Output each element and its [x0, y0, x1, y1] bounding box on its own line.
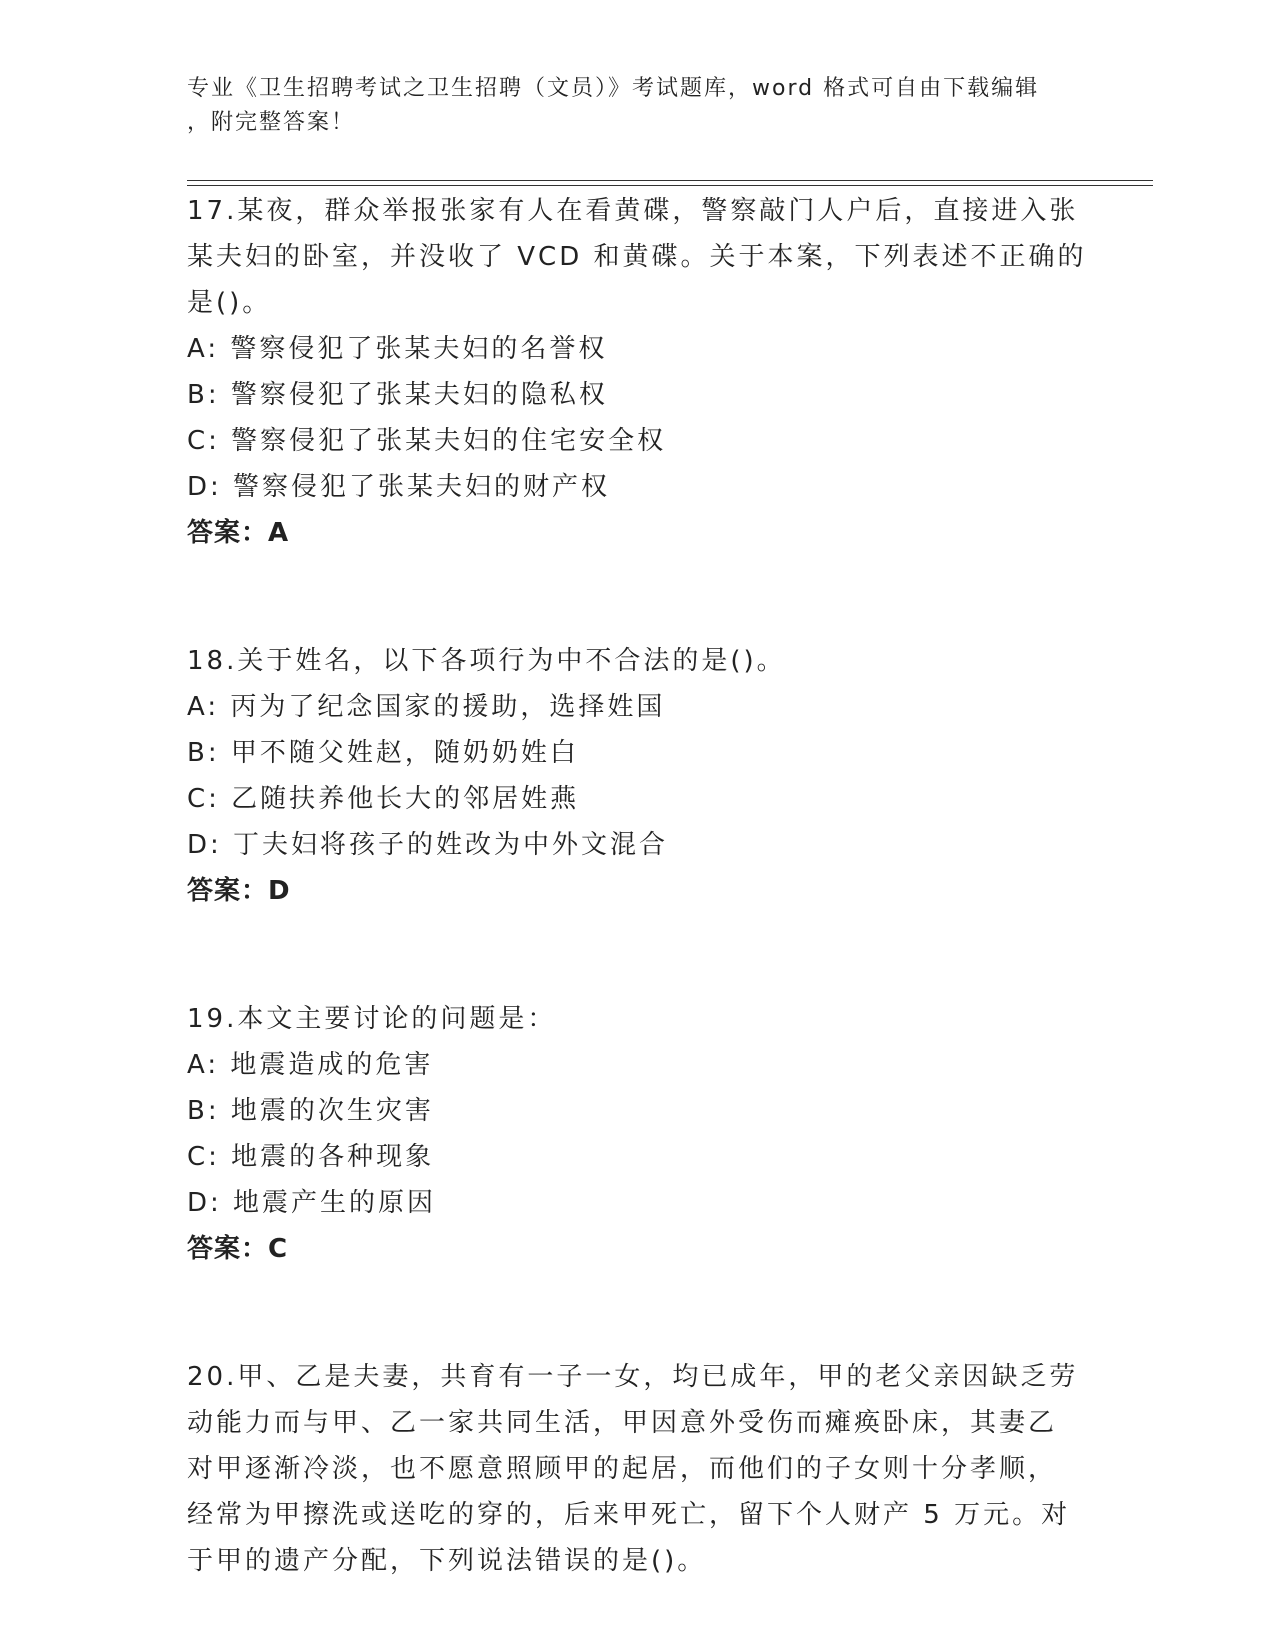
option-d: D: 丁夫妇将孩子的姓改为中外文混合 — [187, 830, 669, 860]
option-c: C: 地震的各种现象 — [187, 1142, 435, 1172]
question-20 — [187, 1354, 1087, 1584]
answer-label: 答案：A — [187, 518, 290, 548]
question-text-line: 经常为甲擦洗或送吃的穿的，后来甲死亡，留下个人财产 5 万元。对 — [187, 1500, 1071, 1530]
header-divider-top — [187, 180, 1153, 181]
option-c: C: 乙随扶养他长大的邻居姓燕 — [187, 784, 580, 814]
spacer — [187, 914, 1087, 996]
question-text-line: 动能力而与甲、乙一家共同生活，甲因意外受伤而瘫痪卧床，其妻乙 — [187, 1408, 1058, 1438]
question-text-line: 对甲逐渐冷淡，也不愿意照顾甲的起居，而他们的子女则十分孝顺， — [187, 1454, 1058, 1484]
document-header — [187, 72, 1067, 140]
option-d: D: 警察侵犯了张某夫妇的财产权 — [187, 472, 611, 502]
question-text-line: 于甲的遗产分配，下列说法错误的是()。 — [187, 1546, 707, 1576]
option-a: A: 地震造成的危害 — [187, 1050, 434, 1080]
option-a: A: 丙为了纪念国家的援助，选择姓国 — [187, 692, 666, 722]
option-b: B: 警察侵犯了张某夫妇的隐私权 — [187, 380, 608, 410]
question-19 — [187, 996, 1087, 1272]
header-line-1: 专业《卫生招聘考试之卫生招聘（文员）》考试题库，word 格式可自由下载编辑 — [187, 76, 1040, 101]
option-b: B: 甲不随父姓赵，随奶奶姓白 — [187, 738, 579, 768]
question-text-line: 17.某夜，群众举报张家有人在看黄碟，警察敲门人户后，直接进入张 — [187, 196, 1079, 226]
option-a: A: 警察侵犯了张某夫妇的名誉权 — [187, 334, 608, 364]
header-divider-bottom — [187, 185, 1153, 186]
answer-label: 答案：D — [187, 876, 291, 906]
question-text-line: 18.关于姓名，以下各项行为中不合法的是()。 — [187, 646, 786, 676]
option-c: C: 警察侵犯了张某夫妇的住宅安全权 — [187, 426, 667, 456]
question-18 — [187, 638, 1087, 914]
question-text-line: 是()。 — [187, 288, 272, 318]
question-text-line: 20.甲、乙是夫妻，共育有一子一女，均已成年，甲的老父亲因缺乏劳 — [187, 1362, 1079, 1392]
option-b: B: 地震的次生灾害 — [187, 1096, 434, 1126]
question-list — [187, 188, 1087, 1584]
answer-label: 答案：C — [187, 1234, 289, 1264]
spacer — [187, 1272, 1087, 1354]
option-d: D: 地震产生的原因 — [187, 1188, 437, 1218]
header-line-2: ，附完整答案！ — [187, 110, 356, 135]
question-text-line: 19.本文主要讨论的问题是： — [187, 1004, 557, 1034]
question-17 — [187, 188, 1087, 556]
spacer — [187, 556, 1087, 638]
question-text-line: 某夫妇的卧室，并没收了 VCD 和黄碟。关于本案，下列表述不正确的 — [187, 242, 1087, 272]
